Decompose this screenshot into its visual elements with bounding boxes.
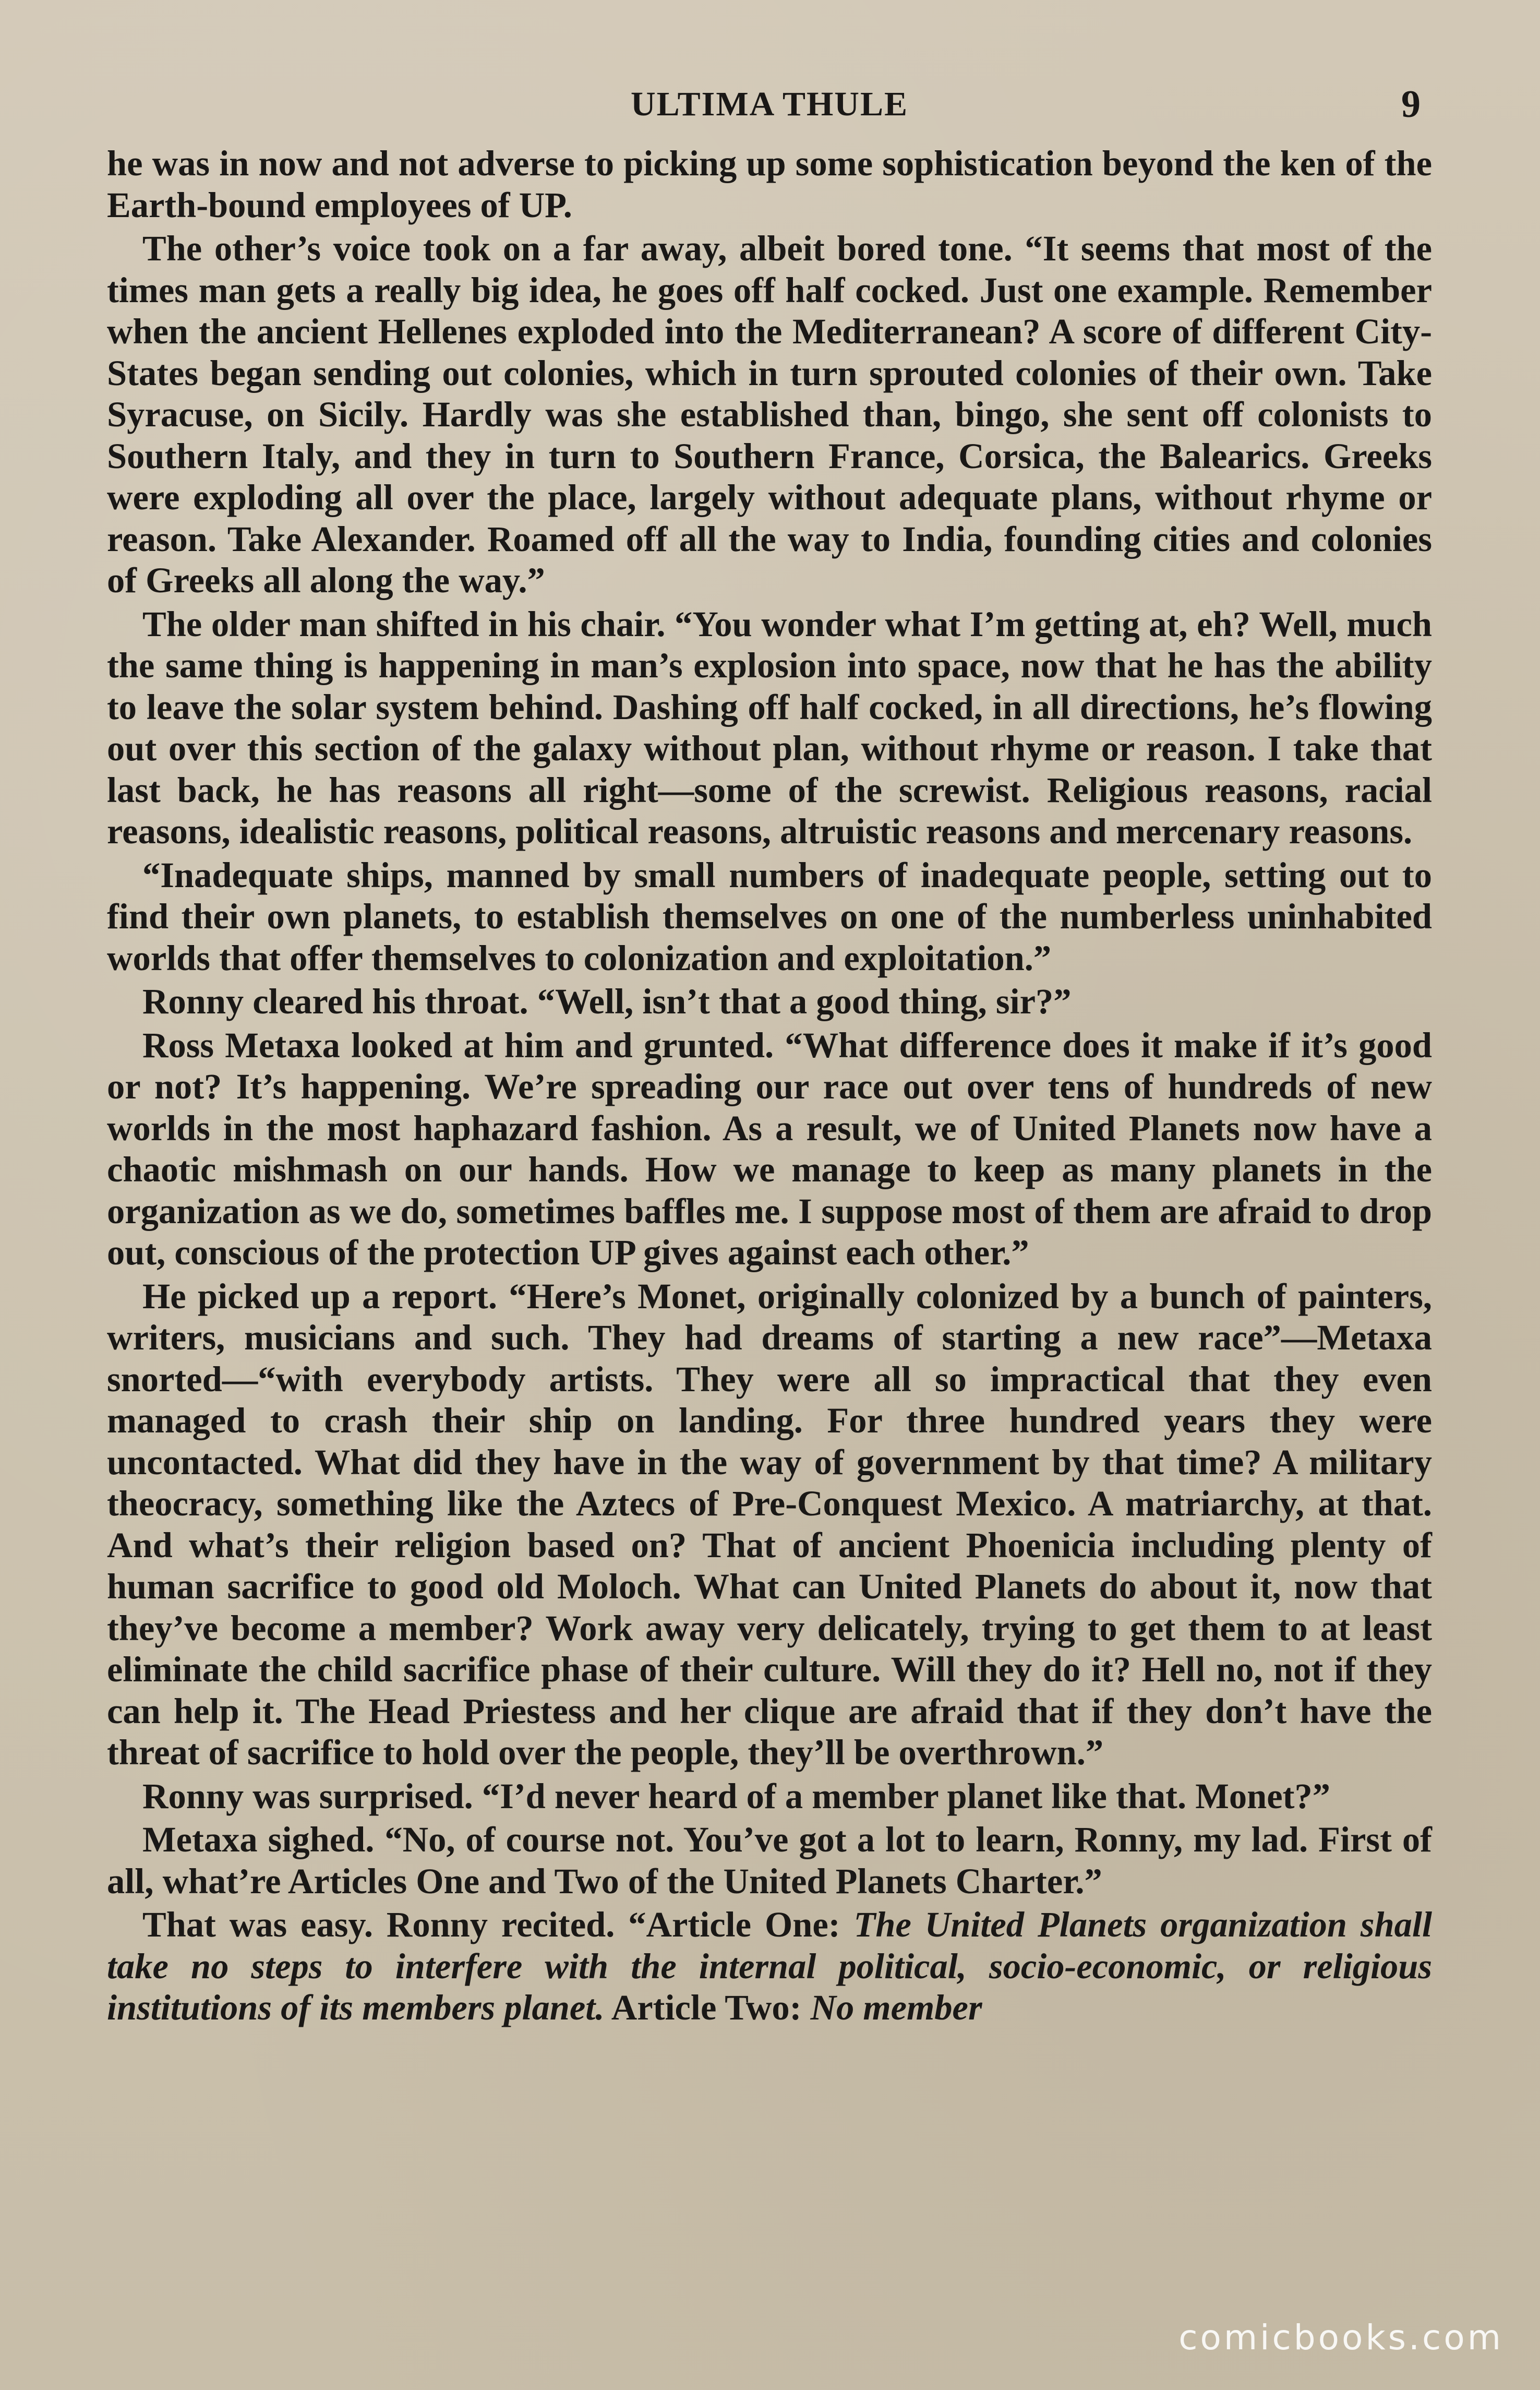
article-two-text: No member <box>810 1988 982 2027</box>
book-page <box>107 78 1432 2270</box>
running-title: ULTIMA THULE <box>630 85 909 123</box>
article-one-text: The United Planets organization shall take no steps to interfere with the internal political, socio-economic, or religious institutions of its members planet. <box>107 1905 1432 2027</box>
paragraph: Metaxa sighed. “No, of course not. You’ve got a lot to learn, Ronny, my lad. First of all, what’re Articles One and Two of the United Planets Charter.” <box>107 1820 1432 1901</box>
charter-middle: Article Two: <box>604 1988 811 2027</box>
paragraph: He picked up a report. “Here’s Monet, originally colonized by a bunch of painters, writers, musicians and such. They had dreams of starting a new race”—Metaxa snorted—“with everybody artists. They were all so impractical that they even managed to crash their ship on landing. For three hundred years they were uncontacted. What did they have in the way of government by that time? A military theocracy, something like the Aztecs of Pre-Conquest Mexico. A matriarchy, at that. And what’s their religion based on? That of ancient Phoenicia including plenty of human sacrifice to good old Moloch. What can United Planets do about it, now that they’ve become a member? Work away very delicately, trying to get them to at least eliminate the child sacrifice phase of their culture. Will they do it? Hell no, not if they can help it. The Head Priestess and her clique are afraid that if they don’t have the threat of sacrifice to hold over the people, they’ll be overthrown.” <box>107 1276 1432 1772</box>
paragraph: Ronny was surprised. “I’d never heard of a member planet like that. Monet?” <box>142 1776 1330 1816</box>
paragraph-charter <box>107 1904 1432 2029</box>
body-text <box>107 143 1432 2029</box>
watermark: comicbooks.com <box>1178 2317 1503 2358</box>
paragraph: Ross Metaxa looked at him and grunted. “What difference does it make if it’s good or not? It’s happening. We’re spreading our race out over tens of hundreds of new worlds in the most haphazard fashion. As a result, we of United Planets now have a chaotic mishmash on our hands. How we manage to keep as many planets in the organization as we do, sometimes baffles me. I suppose most of them are afraid to drop out, conscious of the protection UP gives against each other.” <box>107 1025 1432 1272</box>
charter-lead: That was easy. Ronny recited. “Article One: <box>142 1905 854 1944</box>
paragraph: The older man shifted in his chair. “You wonder what I’m getting at, eh? Well, much the same thing is happening in man’s explosion into space, now that he has the ability to leave the solar system behind. Dashing off half cocked, in all directions, he’s flowing out over this section of the galaxy without plan, without rhyme or reason. I take that last back, he has reasons all right—some of the screwist. Religious reasons, racial reasons, idealistic reasons, political reasons, altruistic reasons and mercenary reasons. <box>107 604 1432 851</box>
paragraph: Ronny cleared his throat. “Well, isn’t that a good thing, sir?” <box>142 982 1072 1021</box>
page-number: 9 <box>1401 83 1421 126</box>
paragraph: he was in now and not adverse to picking up some sophistication beyond the ken of the Earth-bound employees of UP. <box>107 144 1432 225</box>
paragraph: “Inadequate ships, manned by small numbers of inadequate people, setting out to find their own planets, to establish themselves on one of the numberless uninhabited worlds that offer themselves to colonization and exploitation.” <box>107 855 1432 978</box>
paragraph: The other’s voice took on a far away, albeit bored tone. “It seems that most of the times man gets a really big idea, he goes off half cocked. Just one example. Remember when the ancient Hellenes exploded into the Mediterranean? A score of different City-States began sending out colonies, which in turn sprouted colonies of their own. Take Syracuse, on Sicily. Hardly was she established than, bingo, she sent off colonists to Southern Italy, and they in turn to Southern France, Corsica, the Balearics. Greeks were exploding all over the place, largely without adequate plans, without rhyme or reason. Take Alexander. Roamed off all the way to India, founding cities and colonies of Greeks all along the way.” <box>107 229 1432 600</box>
running-head <box>107 78 1432 141</box>
